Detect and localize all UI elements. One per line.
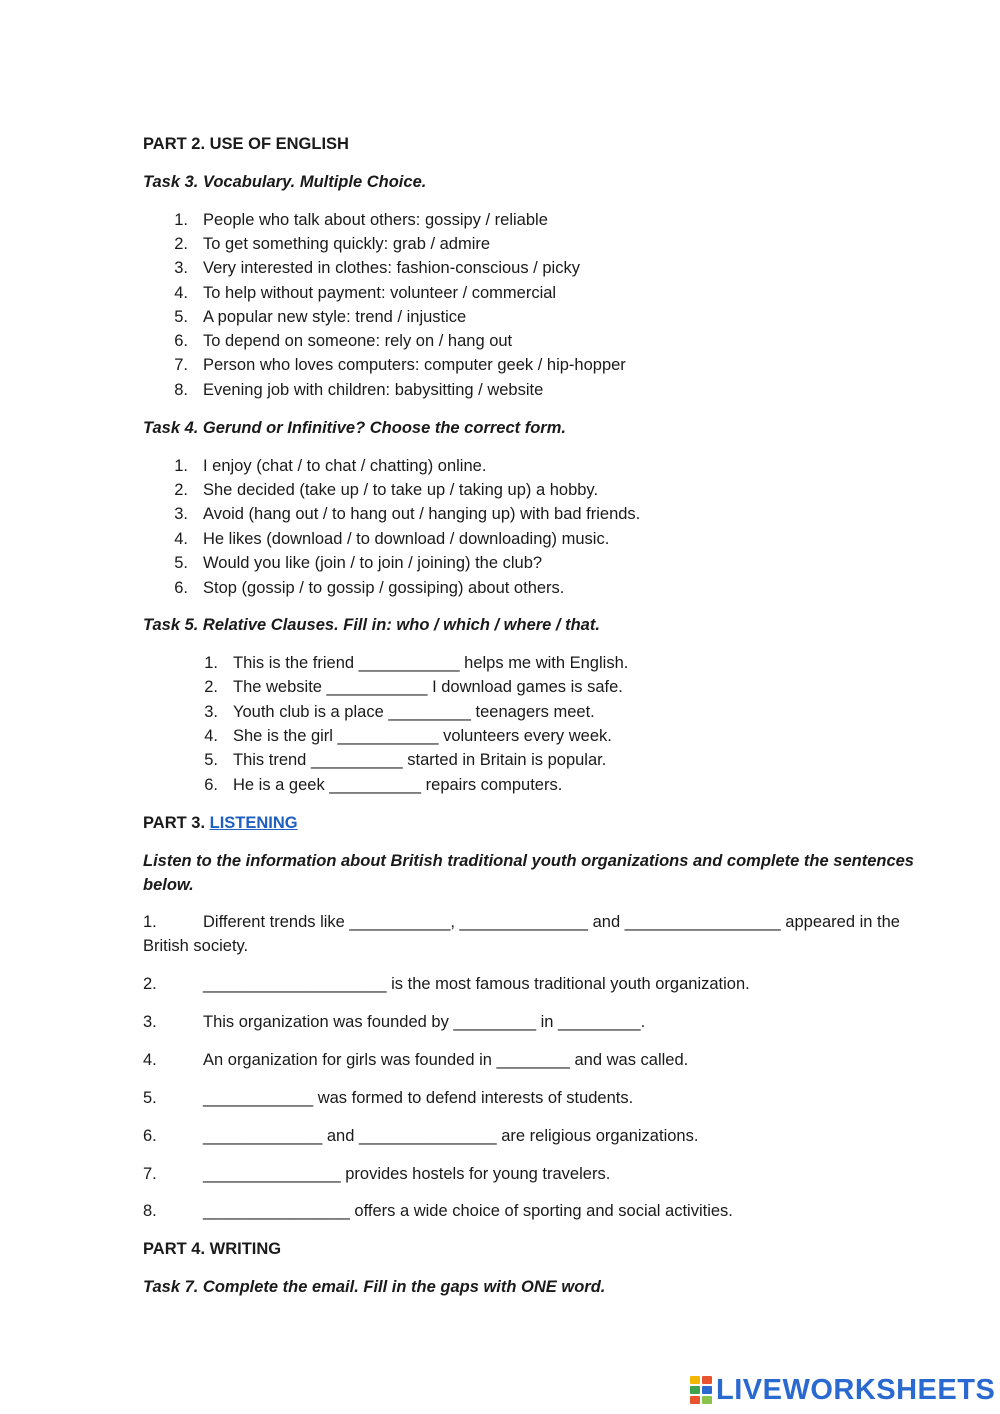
part3-item-continuation: British society.: [143, 937, 249, 955]
part3-heading: [143, 812, 298, 834]
task3-item-text: A popular new style: trend / injustice: [203, 308, 467, 326]
task4-title: Task 4. Gerund or Infinitive? Choose the correct form.: [143, 419, 566, 437]
task3-title: Task 3. Vocabulary. Multiple Choice.: [143, 173, 427, 191]
task5-title: Task 5. Relative Clauses. Fill in: who / which / where / that.: [143, 616, 600, 634]
part3-item-text: An organization for girls was founded in ________ and was called.: [203, 1051, 689, 1069]
part3-item-number: 8.: [143, 1202, 157, 1220]
task4-item-text: I enjoy (chat / to chat / chatting) online.: [203, 457, 487, 475]
logo-block: [702, 1386, 712, 1394]
task4-item-text: Stop (gossip / to gossip / gossiping) about others.: [203, 579, 565, 597]
task5-item-number: 5.: [204, 751, 218, 769]
task3-item-number: 3.: [174, 259, 188, 277]
task3-item-text: Person who loves computers: computer geek / hip-hopper: [203, 356, 626, 374]
task3-item-text: To help without payment: volunteer / commercial: [203, 284, 557, 302]
part3-instruction: Listen to the information about British traditional youth organizations and complete the sentences below.: [143, 852, 914, 894]
task5-item-text: He is a geek __________ repairs computers.: [233, 776, 563, 794]
part3-item-text: ________________ offers a wide choice of sporting and social activities.: [203, 1202, 733, 1220]
task5-item-text: She is the girl ___________ volunteers every week.: [233, 727, 612, 745]
task4-item-text: He likes (download / to download / downloading) music.: [203, 530, 610, 548]
task3-item-number: 7.: [174, 356, 188, 374]
logo-block: [690, 1386, 700, 1394]
task3-item-number: 2.: [174, 235, 188, 253]
part3-item-text: _____________ and _______________ are religious organizations.: [203, 1127, 699, 1145]
part3-heading-prefix: PART 3.: [143, 814, 206, 832]
task4-item-number: 6.: [174, 579, 188, 597]
task4-item-text: Would you like (join / to join / joining) the club?: [203, 554, 543, 572]
logo-block: [702, 1376, 712, 1384]
part3-item-number: 4.: [143, 1051, 157, 1069]
task4-item-number: 3.: [174, 505, 188, 523]
task5-item-number: 3.: [204, 703, 218, 721]
task4-item-number: 4.: [174, 530, 188, 548]
task5-item-number: 1.: [204, 654, 218, 672]
logo-block: [702, 1396, 712, 1404]
liveworksheets-logo-icon: [690, 1376, 712, 1404]
part3-item-text: _______________ provides hostels for young travelers.: [203, 1165, 611, 1183]
logo-block: [690, 1396, 700, 1404]
part3-item-text: Different trends like ___________, ______________ and _________________ appeared in the: [203, 913, 900, 931]
task3-item-number: 8.: [174, 381, 188, 399]
task5-item-text: Youth club is a place _________ teenagers meet.: [233, 703, 595, 721]
task5-item-number: 2.: [204, 678, 218, 696]
part3-item-text: ____________ was formed to defend interests of students.: [203, 1089, 634, 1107]
task4-item-number: 5.: [174, 554, 188, 572]
part3-item-number: 7.: [143, 1165, 157, 1183]
task3-item-number: 5.: [174, 308, 188, 326]
part3-item-number: 2.: [143, 975, 157, 993]
task3-item-text: To depend on someone: rely on / hang out: [203, 332, 513, 350]
task5-item-text: This trend __________ started in Britain is popular.: [233, 751, 607, 769]
task5-item-number: 4.: [204, 727, 218, 745]
logo-block: [690, 1376, 700, 1384]
task3-item-text: Evening job with children: babysitting / website: [203, 381, 544, 399]
task7-title: Task 7. Complete the email. Fill in the gaps with ONE word.: [143, 1278, 606, 1296]
part3-item-text: This organization was founded by _________ in _________.: [203, 1013, 646, 1031]
task5-item-text: The website ___________ I download games is safe.: [233, 678, 623, 696]
liveworksheets-brand: LIVEWORKSHEETS: [716, 1374, 996, 1406]
task3-item-number: 1.: [174, 211, 188, 229]
task3-item-number: 4.: [174, 284, 188, 302]
part3-item-number: 6.: [143, 1127, 157, 1145]
task3-item-text: Very interested in clothes: fashion-conscious / picky: [203, 259, 580, 277]
part2-heading: PART 2. USE OF ENGLISH: [143, 135, 349, 153]
part3-item-text: ____________________ is the most famous traditional youth organization.: [203, 975, 750, 993]
task4-item-number: 1.: [174, 457, 188, 475]
task4-item-text: Avoid (hang out / to hang out / hanging up) with bad friends.: [203, 505, 641, 523]
part4-heading: PART 4. WRITING: [143, 1240, 282, 1258]
task3-item-text: To get something quickly: grab / admire: [203, 235, 491, 253]
task4-item-text: She decided (take up / to take up / taking up) a hobby.: [203, 481, 599, 499]
liveworksheets-logo[interactable]: [690, 1373, 995, 1407]
part3-item-number: 5.: [143, 1089, 157, 1107]
task3-item-text: People who talk about others: gossipy / reliable: [203, 211, 548, 229]
task5-item-number: 6.: [204, 776, 218, 794]
listening-link[interactable]: LISTENING: [209, 814, 298, 832]
part3-item-number: 3.: [143, 1013, 157, 1031]
part3-item-number: 1.: [143, 913, 157, 931]
task3-item-number: 6.: [174, 332, 188, 350]
task5-item-text: This is the friend ___________ helps me with English.: [233, 654, 629, 672]
task4-item-number: 2.: [174, 481, 188, 499]
